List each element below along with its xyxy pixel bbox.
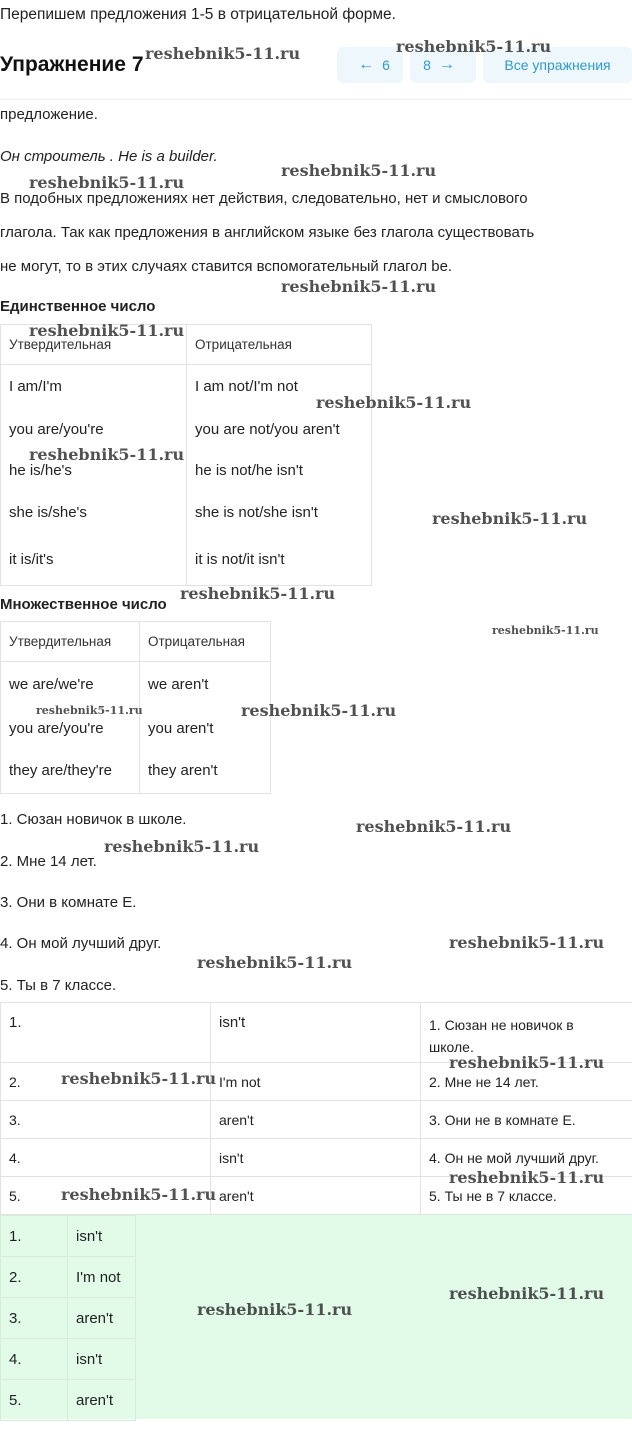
table-cell: isn't [68, 1216, 136, 1257]
table-cell: you are/you're [1, 708, 140, 749]
watermark: reshebnik5-11.ru [281, 277, 437, 296]
table-cell: 5. [1, 1177, 211, 1215]
table-cell: 2. [1, 1063, 211, 1101]
table-cell: 4. [1, 1339, 68, 1380]
all-exercises-label: Все упражнения [504, 57, 611, 73]
watermark: reshebnik5-11.ru [396, 37, 552, 56]
table-cell: isn't [68, 1339, 136, 1380]
table-cell: 5. [1, 1380, 68, 1421]
watermark: reshebnik5-11.ru [145, 44, 301, 63]
prev-exercise-label: 6 [382, 57, 390, 73]
cell-line: школе. [429, 1039, 474, 1055]
table-cell: 4. [1, 1139, 211, 1177]
table-cell: 2. [1, 1257, 68, 1298]
table-cell: 3. [1, 1298, 68, 1339]
watermark: reshebnik5-11.ru [492, 624, 599, 637]
table-cell: they are/they're [1, 749, 140, 794]
table-cell: I am/I'm [1, 365, 187, 409]
table-cell: 3. [1, 1101, 211, 1139]
singular-heading: Единственное число [0, 298, 156, 315]
sentence-2: 2. Мне 14 лет. [0, 853, 97, 870]
watermark: reshebnik5-11.ru [432, 509, 588, 528]
watermark: reshebnik5-11.ru [61, 1069, 217, 1088]
watermark: reshebnik5-11.ru [197, 953, 353, 972]
watermark: reshebnik5-11.ru [356, 817, 512, 836]
watermark: reshebnik5-11.ru [180, 584, 336, 603]
singular-col-negative: Отрицательная [187, 325, 372, 365]
table-cell: isn't [211, 1139, 421, 1177]
watermark: reshebnik5-11.ru [316, 393, 472, 412]
watermark: reshebnik5-11.ru [29, 445, 185, 464]
watermark: reshebnik5-11.ru [104, 837, 260, 856]
table-cell: she is/she's [1, 492, 187, 534]
table-cell: 4. Он не мой лучший друг. [421, 1139, 632, 1177]
table-cell: they aren't [140, 749, 271, 794]
singular-col-affirmative: Утвердительная [1, 325, 187, 365]
watermark: reshebnik5-11.ru [197, 1300, 353, 1319]
sentence-5: 5. Ты в 7 классе. [0, 977, 117, 994]
table-cell: 3. Они не в комнате E. [421, 1101, 632, 1139]
watermark: reshebnik5-11.ru [36, 704, 143, 717]
page-title: Упражнение 7 [0, 53, 144, 76]
table-cell: she is not/she isn't [187, 492, 372, 534]
plural-col-affirmative: Утвердительная [1, 622, 140, 662]
table-cell: he is/he's [1, 450, 187, 492]
watermark: reshebnik5-11.ru [61, 1185, 217, 1204]
prev-exercise-button[interactable] [337, 47, 403, 83]
theory-paragraph-1: предложение. [0, 106, 98, 123]
cell-line: 1. Сюзан не новичок в [429, 1017, 574, 1033]
plural-col-negative: Отрицательная [140, 622, 271, 662]
watermark: reshebnik5-11.ru [449, 933, 605, 952]
task-intro: Перепишем предложения 1-5 в отрицательной форме. [0, 6, 396, 23]
header-divider [0, 99, 632, 100]
table-cell: aren't [68, 1298, 136, 1339]
table-cell: I'm not [211, 1063, 421, 1101]
arrow-right-icon: → [438, 56, 455, 73]
watermark: reshebnik5-11.ru [29, 321, 185, 340]
table-cell: we are/we're [1, 662, 140, 708]
table-cell: 1. [1, 1216, 68, 1257]
sentence-3: 3. Они в комнате E. [0, 894, 137, 911]
theory-paragraph-2-line-1: В подобных предложениях нет действия, следовательно, нет и смыслового [0, 190, 528, 207]
watermark: reshebnik5-11.ru [449, 1168, 605, 1187]
table-cell: 5. Ты не в 7 классе. [421, 1177, 632, 1215]
table-cell: 2. Мне не 14 лет. [421, 1063, 632, 1101]
sentence-1: 1. Сюзан новичок в школе. [0, 811, 187, 828]
next-exercise-label: 8 [423, 57, 431, 73]
watermark: reshebnik5-11.ru [241, 701, 397, 720]
arrow-left-icon: ← [358, 56, 375, 73]
table-cell: you aren't [140, 708, 271, 749]
table-cell: aren't [68, 1380, 136, 1421]
table-cell: 1. [1, 1003, 211, 1063]
watermark: reshebnik5-11.ru [449, 1284, 605, 1303]
table-cell: aren't [211, 1177, 421, 1215]
short-answers-table [0, 1215, 136, 1421]
theory-paragraph-2-line-2: глагола. Так как предложения в английском языке без глагола существовать [0, 224, 535, 241]
table-cell: you are/you're [1, 409, 187, 450]
table-cell: isn't [211, 1003, 421, 1063]
table-cell: I am not/I'm not [187, 365, 372, 409]
table-cell: he is not/he isn't [187, 450, 372, 492]
watermark: reshebnik5-11.ru [29, 173, 185, 192]
theory-paragraph-2-line-3: не могут, то в этих случаях ставится вспомогательный глагол be. [0, 258, 453, 275]
table-cell: it is/it's [1, 534, 187, 586]
watermark: reshebnik5-11.ru [449, 1053, 605, 1072]
table-cell: we aren't [140, 662, 271, 708]
plural-heading: Множественное число [0, 596, 167, 613]
table-cell: aren't [211, 1101, 421, 1139]
table-cell: I'm not [68, 1257, 136, 1298]
sentence-4: 4. Он мой лучший друг. [0, 935, 162, 952]
table-cell: you are not/you aren't [187, 409, 372, 450]
table-cell: it is not/it isn't [187, 534, 372, 586]
watermark: reshebnik5-11.ru [281, 161, 437, 180]
theory-example: Он строитель . He is a builder. [0, 148, 218, 165]
